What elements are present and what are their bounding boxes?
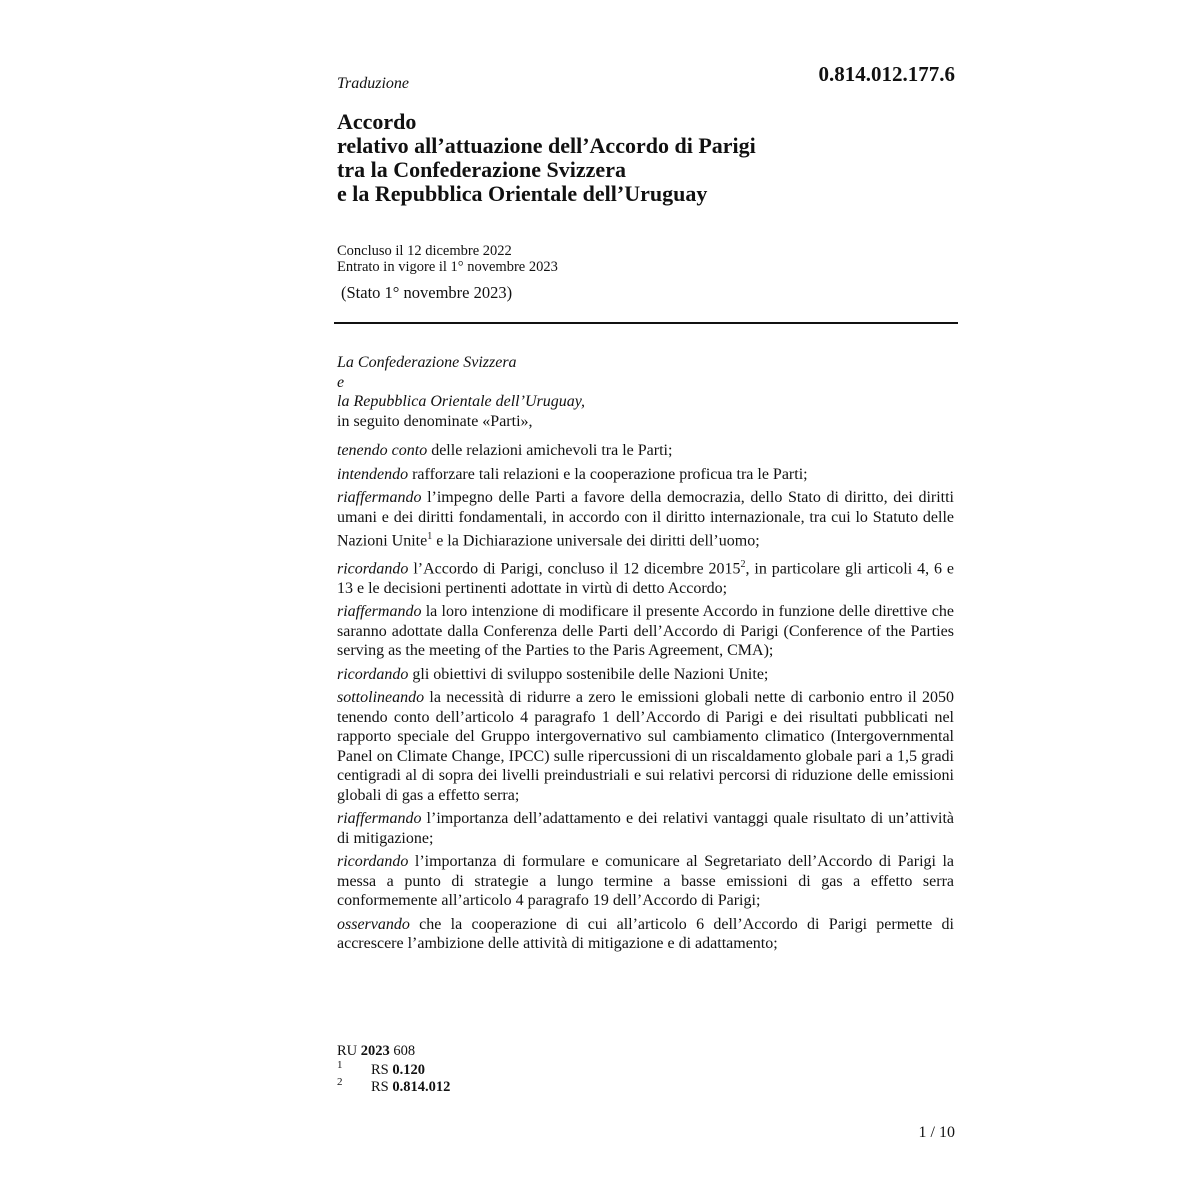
paragraph-lead: sottolineando — [337, 689, 425, 707]
ru-page: 608 — [389, 1043, 416, 1059]
preamble-paragraph — [337, 488, 954, 551]
footnote: 1 RS 0.120 — [337, 1059, 425, 1078]
title-line: Accordo — [337, 109, 417, 134]
dates-block — [337, 243, 558, 275]
footnote-ref[interactable]: 2 — [740, 558, 746, 570]
preamble-paragraph — [337, 665, 954, 685]
translation-label: Traduzione — [337, 75, 410, 92]
ru-year: 2023 — [360, 1043, 390, 1059]
page-number: 1 / 10 — [918, 1124, 955, 1141]
paragraph-lead: riaffermando — [337, 810, 422, 828]
footnote-ref[interactable]: 1 — [427, 531, 433, 542]
paragraph-text: l’importanza di formulare e comunicare al Segretariato dell’Accordo di Parigi la messa a punto di strategie a lungo termine a basse emissioni di gas a effetto serra conformemente all’articolo 4 paragrafo 19 dell’Accordo di Parigi; — [337, 853, 954, 910]
header-divider — [334, 322, 958, 324]
document-title — [337, 110, 756, 206]
paragraph-lead: riaffermando — [337, 603, 422, 621]
paragraph-text: che la cooperazione di cui all’articolo 6 dell’Accordo di Parigi permette di accrescere l’ambizione delle attività di mitigazione e di adattamento; — [337, 915, 954, 953]
parties-denomination: in seguito denominate «Parti», — [337, 412, 533, 430]
paragraph-lead: riaffermando — [337, 489, 422, 506]
ru-reference — [337, 1043, 415, 1060]
paragraph-lead: ricordando — [337, 853, 409, 871]
preamble-paragraph — [337, 465, 954, 485]
paragraph-text: l’importanza dell’adattamento e dei relativi vantaggi quale risultato di un’attività di mitigazione; — [337, 810, 954, 847]
sr-number: 0.814.012.177.6 — [818, 62, 955, 86]
footnote-link[interactable]: 0.814.012 — [392, 1079, 451, 1095]
paragraph-lead: tenendo conto — [337, 442, 428, 459]
paragraph-text: rafforzare tali relazioni e la cooperazione proficua tra le Parti; — [408, 465, 808, 483]
party-conjunction: e — [337, 373, 345, 391]
title-line: tra la Confederazione Svizzera — [337, 157, 626, 182]
preamble-paragraph — [337, 602, 954, 661]
paragraph-text: l’impegno delle Parti a favore della democrazia, dello Stato di diritto, dei diritti umani e dei diritti fondamentali, in accordo con il diritto internazionale, tra cui lo Statuto delle Nazioni Unite — [337, 489, 954, 550]
preamble-paragraph — [337, 555, 954, 598]
paragraph-text: delle relazioni amichevoli tra le Parti; — [427, 442, 673, 459]
preamble — [337, 353, 954, 954]
concluded-date: Concluso il 12 dicembre 2022 — [337, 243, 512, 259]
party-uruguay: la Repubblica Orientale dell’Uruguay, — [337, 393, 585, 410]
paragraph-text: gli obiettivi di sviluppo sostenibile delle Nazioni Unite; — [408, 665, 769, 683]
paragraph-lead: osservando — [337, 915, 410, 933]
preamble-paragraph — [337, 852, 954, 911]
footnote-prefix: RS — [371, 1062, 393, 1078]
footnote-prefix: RS — [371, 1079, 393, 1095]
paragraph-lead: intendendo — [337, 465, 409, 483]
footnote: 2 RS 0.814.012 — [337, 1076, 451, 1095]
preamble-paragraph — [337, 688, 954, 805]
preamble-paragraph — [337, 915, 954, 954]
paragraph-lead: ricordando — [337, 560, 409, 578]
paragraph-text: , in particolare gli articoli 4, 6 e 13 e le decisioni pertinenti adottate in virtù di detto Accordo; — [337, 560, 955, 597]
title-line: relativo all’attuazione dell’Accordo di Parigi — [337, 133, 756, 158]
ru-prefix: RU — [337, 1043, 361, 1059]
paragraph-text: la loro intenzione di modificare il presente Accordo in funzione delle direttive che saranno adottate dalla Conferenza delle Parti dell’Accordo di Parigi (Conference of the Parties serving as the meeting of the Parties to the Paris Agreement, CMA); — [337, 603, 954, 660]
party-switzerland: La Confederazione Svizzera — [337, 354, 517, 371]
preamble-paragraph — [337, 441, 954, 461]
paragraph-text: la necessità di ridurre a zero le emissioni globali nette di carbonio entro il 2050 tenendo conto dell’articolo 4 paragrafo 1 dell’Accordo di Parigi e dei risultati pubblicati nel rapporto speciale del Gruppo intergovernativo sul cambiamento climatico (Intergovernmental Panel on Climate Change, IPCC) sulle ripercussioni di un riscaldamento globale pari a 1,5 gradi centigradi al di sopra dei livelli preindustriali e sui relativi percorsi di riduzione delle emissioni globali di gas a effetto serra; — [337, 689, 954, 804]
paragraph-lead: ricordando — [337, 665, 409, 683]
status-date: (Stato 1° novembre 2023) — [341, 283, 513, 302]
paragraph-text: l’Accordo di Parigi, concluso il 12 dicembre 2015 — [408, 560, 741, 578]
in-force-date: Entrato in vigore il 1° novembre 2023 — [337, 259, 558, 275]
paragraph-text: e la Dichiarazione universale dei diritti dell’uomo; — [432, 532, 760, 550]
parties-block — [337, 353, 954, 431]
preamble-paragraph — [337, 809, 954, 848]
title-line: e la Repubblica Orientale dell’Uruguay — [337, 181, 708, 206]
footnote-link[interactable]: 0.120 — [392, 1062, 425, 1078]
